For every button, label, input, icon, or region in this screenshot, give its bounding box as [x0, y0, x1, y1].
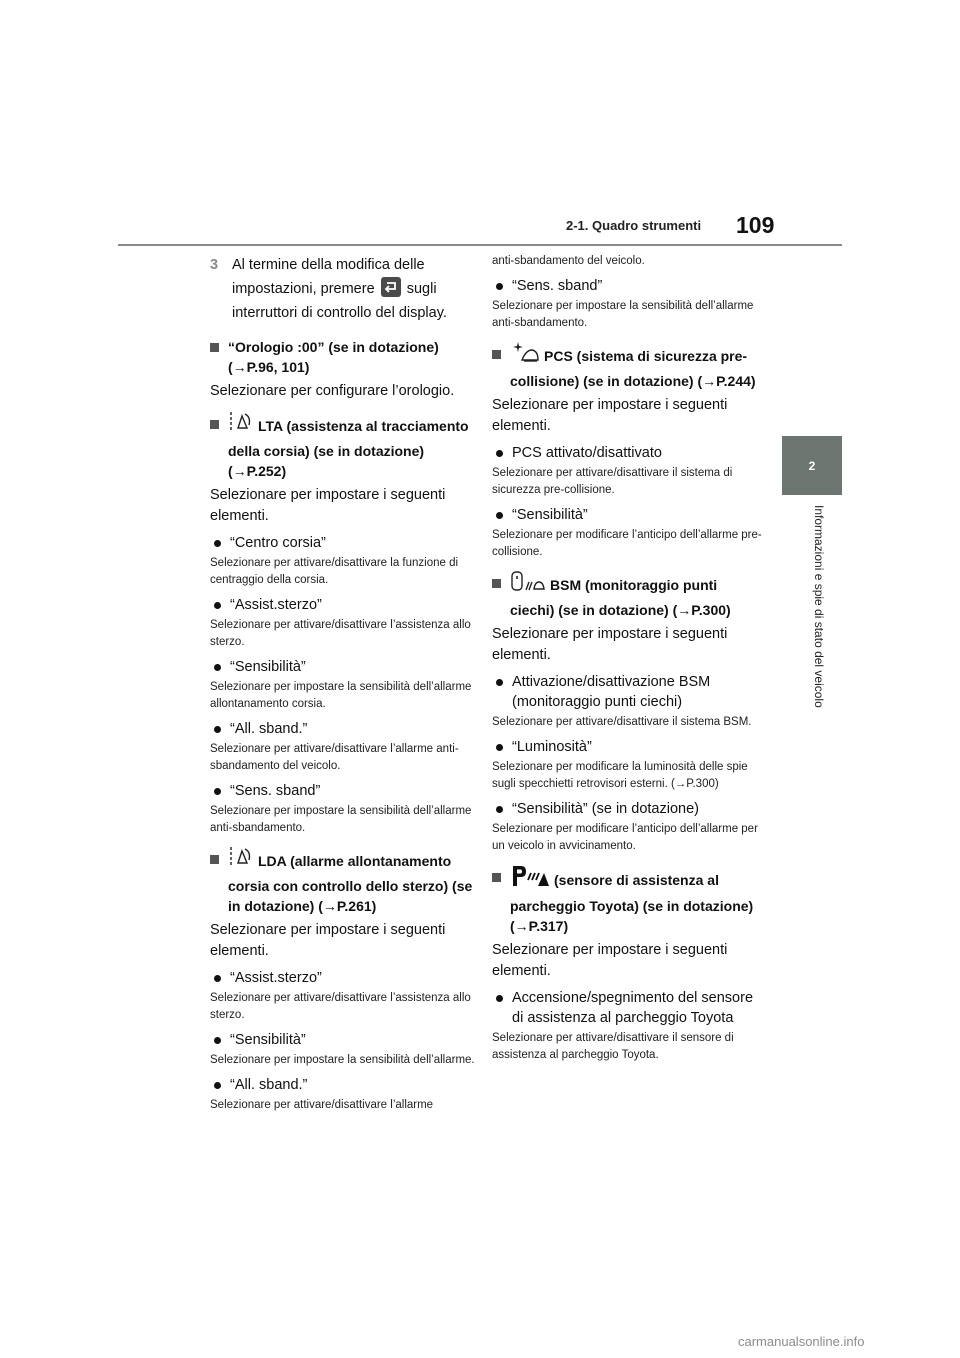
section-heading: [492, 573, 762, 620]
item-description: Selezionare per attivare/disattivare la funzione di centraggio della corsia.: [210, 557, 459, 586]
item-description: Selezionare per impostare la sensibilità dell’allarme anti-sbandamento.: [210, 805, 472, 834]
section-heading: [210, 337, 480, 377]
bullet-dot: [496, 283, 503, 290]
section-heading: [492, 867, 762, 936]
item-label: “Centro corsia”: [230, 535, 326, 551]
list-item: [210, 1030, 480, 1050]
continuation-text: anti-sbandamento del veicolo.: [492, 255, 645, 267]
item-description: Selezionare per attivare/disattivare il sistema di sicurezza pre-collisione.: [492, 467, 733, 496]
list-item: [210, 657, 480, 677]
heading-marker: [210, 420, 219, 429]
bullet-dot: [214, 664, 221, 671]
parking-sensor-icon: [510, 864, 550, 893]
heading-text: BSM (monitoraggio punti ciechi) (se in dotazione) (→P.300): [510, 577, 731, 618]
list-item: [492, 672, 762, 712]
right-column: [492, 253, 762, 1068]
heading-text: LDA (allarme allontanamento corsia con controllo dello sterzo) (se in dotazione) (→P.261): [228, 853, 473, 914]
item-label: “Sens. sband”: [512, 278, 603, 294]
step-3: [210, 253, 480, 325]
bullet-dot: [214, 788, 221, 795]
lane-assist-icon: [228, 411, 254, 438]
list-item: [210, 595, 480, 615]
item-description: Selezionare per attivare/disattivare il sensore di assistenza al parcheggio Toyota.: [492, 1032, 734, 1061]
pcs-icon: [510, 341, 540, 368]
item-label: “Assist.sterzo”: [230, 970, 322, 986]
item-label: “Sens. sband”: [230, 783, 321, 799]
header-rule: [118, 244, 842, 246]
bullet-dot: [496, 744, 503, 751]
section-body: Selezionare per impostare i seguenti elementi.: [492, 397, 728, 434]
bullet-dot: [496, 679, 503, 686]
heading-marker: [210, 855, 219, 864]
bullet-dot: [496, 995, 503, 1002]
item-label: “Sensibilità”: [230, 1032, 306, 1048]
lane-departure-icon: [228, 846, 254, 873]
item-label: “Luminosità”: [512, 739, 592, 755]
list-item: [492, 505, 762, 525]
heading-text-wrap: [228, 849, 480, 916]
item-description: Selezionare per attivare/disattivare l’assistenza allo sterzo.: [210, 619, 471, 648]
item-description: Selezionare per attivare/disattivare l’allarme: [210, 1099, 434, 1111]
bullet-dot: [496, 806, 503, 813]
section-body: Selezionare per impostare i seguenti elementi.: [210, 922, 446, 959]
item-label: PCS attivato/disattivato: [512, 445, 662, 461]
list-item: [492, 443, 762, 463]
list-item: [492, 799, 762, 819]
chapter-tab: 2: [782, 436, 842, 495]
item-description: Selezionare per modificare l’anticipo dell’allarme per un veicolo in avvicinamento.: [492, 823, 758, 852]
section-heading: [210, 414, 480, 481]
list-item: [492, 276, 762, 296]
item-label: “Sensibilità”: [230, 659, 306, 675]
heading-text: PCS (sistema di sicurezza pre-collisione) (se in dotazione) (→P.244): [510, 348, 756, 389]
item-description: Selezionare per impostare la sensibilità dell’allarme.: [210, 1054, 475, 1066]
step-text-after: sugli interruttori di controllo del display.: [232, 281, 447, 321]
heading-text-wrap: [228, 337, 480, 377]
section-heading: [210, 849, 480, 916]
bullet-dot: [214, 1082, 221, 1089]
section-label: 2-1. Quadro strumenti: [566, 218, 702, 233]
section-body: Selezionare per impostare i seguenti elementi.: [210, 487, 446, 524]
step-text-before: Al termine della modifica delle impostazioni, premere: [232, 257, 425, 297]
heading-text: “Orologio :00” (se in dotazione) (→P.96, 101): [228, 339, 439, 375]
bsm-icon: [510, 570, 546, 597]
heading-text: (sensore di assistenza al parcheggio Toyota) (se in dotazione) (→P.317): [510, 872, 754, 934]
list-item: [492, 737, 762, 757]
left-column: [210, 253, 480, 1118]
bullet-dot: [214, 602, 221, 609]
item-label: “All. sband.”: [230, 721, 308, 737]
item-description: Selezionare per impostare la sensibilità dell’allarme allontanamento corsia.: [210, 681, 472, 710]
list-item: [210, 533, 480, 553]
list-item: [210, 781, 480, 801]
bullet-dot: [214, 726, 221, 733]
bullet-dot: [214, 975, 221, 982]
section-body: Selezionare per impostare i seguenti elementi.: [492, 942, 728, 979]
item-description: Selezionare per impostare la sensibilità dell’allarme anti-sbandamento.: [492, 300, 754, 329]
heading-marker: [492, 579, 501, 588]
item-label: “Assist.sterzo”: [230, 597, 322, 613]
heading-text-wrap: [510, 344, 762, 391]
step-number: 3: [210, 257, 219, 273]
item-description: Selezionare per attivare/disattivare il sistema BSM.: [492, 716, 752, 728]
list-item: [210, 1075, 480, 1095]
heading-marker: [492, 350, 501, 359]
section-heading: [492, 344, 762, 391]
page-number: 109: [736, 212, 775, 238]
item-label: Accensione/spegnimento del sensore di assistenza al parcheggio Toyota: [512, 990, 754, 1026]
list-item: [210, 968, 480, 988]
item-label: “Sensibilità” (se in dotazione): [512, 801, 699, 817]
item-label: Attivazione/disattivazione BSM (monitoraggio punti ciechi): [512, 674, 711, 710]
chapter-title: Informazioni e spie di stato del veicolo: [812, 505, 826, 708]
section-body: Selezionare per configurare l’orologio.: [210, 383, 455, 399]
item-description: Selezionare per attivare/disattivare l’allarme anti-sbandamento del veicolo.: [210, 743, 459, 772]
heading-marker: [492, 873, 501, 882]
list-item: [492, 988, 762, 1028]
back-icon: [381, 277, 401, 297]
bullet-dot: [496, 512, 503, 519]
item-description: Selezionare per attivare/disattivare l’assistenza allo sterzo.: [210, 992, 471, 1021]
list-item: [210, 719, 480, 739]
heading-text-wrap: [510, 867, 762, 936]
item-description: Selezionare per modificare la luminosità delle spie sugli specchietti retrovisori esterni. (→P.300): [492, 761, 748, 790]
heading-text-wrap: [228, 414, 480, 481]
bullet-dot: [496, 450, 503, 457]
item-description: Selezionare per modificare l’anticipo dell’allarme pre-collisione.: [492, 529, 762, 558]
left-sections: [210, 337, 480, 1114]
heading-text: LTA (assistenza al tracciamento della corsia) (se in dotazione) (→P.252): [228, 418, 469, 479]
item-label: “All. sband.”: [230, 1077, 308, 1093]
bullet-dot: [214, 1037, 221, 1044]
right-sections: [492, 276, 762, 1064]
watermark: carmanualsonline.info: [738, 1334, 865, 1349]
heading-marker: [210, 343, 219, 352]
section-body: Selezionare per impostare i seguenti elementi.: [492, 626, 728, 663]
heading-text-wrap: [510, 573, 762, 620]
bullet-dot: [214, 540, 221, 547]
item-label: “Sensibilità”: [512, 507, 588, 523]
step-text: [232, 253, 480, 325]
